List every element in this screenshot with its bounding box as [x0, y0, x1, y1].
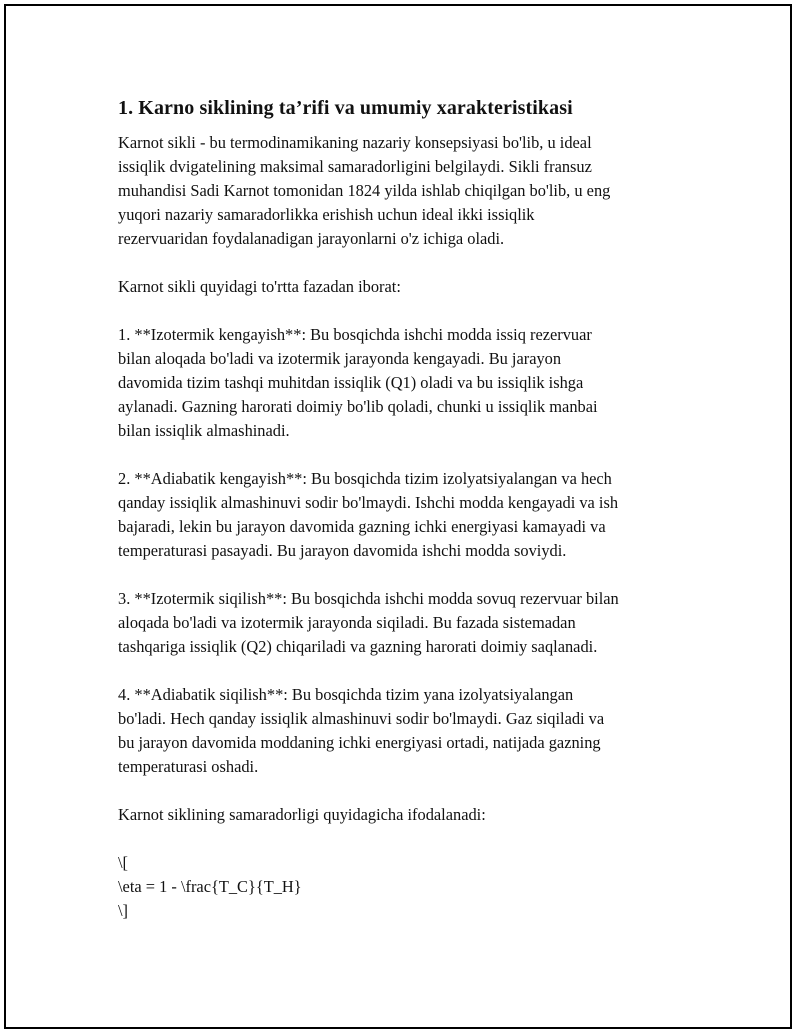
text-line: bilan aloqada bo'ladi va izotermik jarayonda kengayadi. Bu jarayon — [118, 349, 562, 368]
efficiency-formula — [118, 851, 698, 923]
text-line: bajaradi, lekin bu jarayon davomida gazning ichki energiyasi kamayadi va — [118, 517, 606, 536]
paragraph-gap — [118, 443, 698, 467]
text-line: 1. **Izotermik kengayish**: Bu bosqichda ishchi modda issiq rezervuar — [118, 325, 592, 344]
phases-intro-paragraph: Karnot sikli quyidagi to'rtta fazadan iborat: — [118, 277, 401, 296]
section-heading: 1. Karno siklining ta’rifi va umumiy xarakteristikasi — [118, 97, 573, 119]
paragraph-gap — [118, 251, 698, 275]
text-line: tashqariga issiqlik (Q2) chiqariladi va gazning harorati doimiy saqlanadi. — [118, 637, 598, 656]
text-line: bilan issiqlik almashinadi. — [118, 421, 290, 440]
text-line: Karnot sikli - bu termodinamikaning nazariy konsepsiyasi bo'lib, u ideal — [118, 133, 592, 152]
text-line: muhandisi Sadi Karnot tomonidan 1824 yilda ishlab chiqilgan bo'lib, u eng — [118, 181, 611, 200]
text-line: 3. **Izotermik siqilish**: Bu bosqichda ishchi modda sovuq rezervuar bilan — [118, 589, 619, 608]
phase-1-paragraph — [118, 323, 698, 443]
text-line: issiqlik dvigatelining maksimal samaradorligini belgilaydi. Sikli fransuz — [118, 157, 592, 176]
formula-line: \] — [118, 901, 129, 920]
text-line: aloqada bo'ladi va izotermik jarayonda siqiladi. Bu fazada sistemadan — [118, 613, 576, 632]
phase-2-paragraph — [118, 467, 698, 563]
text-line: temperaturasi pasayadi. Bu jarayon davomida ishchi modda soviydi. — [118, 541, 567, 560]
text-line: bo'ladi. Hech qanday issiqlik almashinuvi sodir bo'lmaydi. Gaz siqiladi va — [118, 709, 605, 728]
text-line: qanday issiqlik almashinuvi sodir bo'lmaydi. Ishchi modda kengayadi va ish — [118, 493, 619, 512]
text-line: yuqori nazariy samaradorlikka erishish uchun ideal ikki issiqlik — [118, 205, 535, 224]
text-line: bu jarayon davomida moddaning ichki energiyasi ortadi, natijada gazning — [118, 733, 601, 752]
formula-line: \[ — [118, 853, 129, 872]
formula-line: \eta = 1 - \frac{T_C}{T_H} — [118, 877, 302, 896]
paragraph-gap — [118, 563, 698, 587]
paragraph-gap — [118, 659, 698, 683]
efficiency-intro-paragraph: Karnot siklining samaradorligi quyidagicha ifodalanadi: — [118, 805, 486, 824]
document-body — [118, 95, 698, 923]
text-line: temperaturasi oshadi. — [118, 757, 259, 776]
text-line: 2. **Adiabatik kengayish**: Bu bosqichda tizim izolyatsiyalangan va hech — [118, 469, 612, 488]
paragraph-gap — [118, 299, 698, 323]
phase-4-paragraph — [118, 683, 698, 779]
text-line: aylanadi. Gazning harorati doimiy bo'lib qoladi, chunki u issiqlik manbai — [118, 397, 598, 416]
text-line: rezervuaridan foydalanadigan jarayonlarni o'z ichiga oladi. — [118, 229, 505, 248]
text-line: davomida tizim tashqi muhitdan issiqlik (Q1) oladi va bu issiqlik ishga — [118, 373, 584, 392]
text-line: 4. **Adiabatik siqilish**: Bu bosqichda tizim yana izolyatsiyalangan — [118, 685, 574, 704]
paragraph-gap — [118, 779, 698, 803]
phase-3-paragraph — [118, 587, 698, 659]
intro-paragraph — [118, 131, 698, 251]
paragraph-gap — [118, 827, 698, 851]
